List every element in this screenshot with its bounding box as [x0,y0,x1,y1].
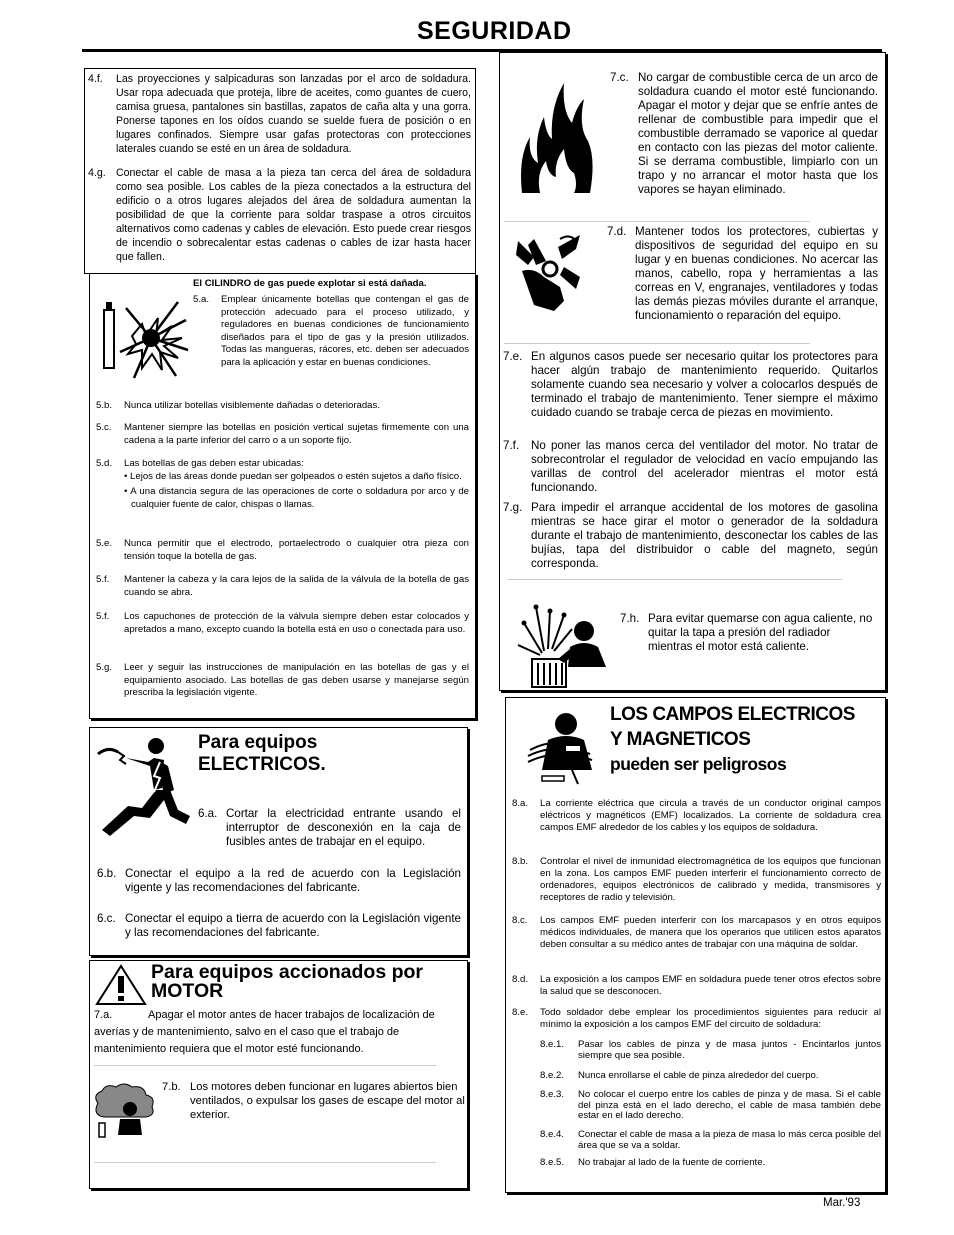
section-8-box [505,697,886,1193]
item-text: Los campos EMF pueden interferir con los marcapasos y en otros equipos médicos individuales, de manera que los operarios que utilicen estos aparatos deben consultar a su médico antes de trabajar con una máquina de soldar. [540,915,881,950]
item-text: Nunca permitir que el electrodo, portaelectrodo o cualquier otra pieza con tensión toque la botella de gas. [124,538,469,562]
item-8e5 [540,1158,881,1169]
item-number: 7.a. [94,1009,113,1021]
item-6b [97,867,461,895]
item-5b [96,400,469,413]
item-text: Conectar el equipo a la red de acuerdo con la Legislación vigente y las recomendaciones del fabricante. [125,867,461,894]
item-7e [503,350,878,420]
item-text: Los motores deben funcionar en lugares abiertos bien ventilados, o expulsar los gases de escape del motor al exterior. [190,1081,465,1121]
item-number: 8.a. [512,798,529,809]
section-5-heading: El CILINDRO de gas puede explotar si está dañada. [193,278,427,289]
item-text: En algunos casos puede ser necesario quitar los protectores para hacer algún trabajo de mantenimiento requerido. Quitarlos solamente cuando sea necesario y volver a colocarlos después de terminado el trabajo de mantenimiento. Tener siempre el máximo cuidado cuando se trabaje cerca de piezas en movimiento. [531,350,878,419]
item-number: 6.c. [97,912,116,925]
item-5a [193,294,469,369]
item-number: 5.f. [96,574,110,585]
bullet-item: • Lejos de las áreas donde puedan ser golpeados o estén sujetos a daño físico. [124,470,462,482]
item-7h [620,612,874,654]
item-text: Conectar el cable de masa a la pieza de masa lo más cerca posible del área que se va a soldar. [578,1129,881,1151]
item-7d [607,225,878,323]
item-8a [512,798,881,834]
heading-line: LOS CAMPOS ELECTRICOS [610,704,855,725]
item-number: 8.e.3. [540,1089,565,1100]
fire-icon [518,77,596,195]
item-text: Emplear únicamente botellas que contengan el gas de protección adecuado para el proceso utilizado, y reguladores en buenas condiciones de funcionamiento diseñados para el tipo de gas y la presión utilizados. Todas las mangueras, rácores, etc. deben ser adecuados para la aplicación y estar en buenas condiciones. [221,294,469,368]
item-5c [96,422,469,447]
item-8b [512,856,881,904]
warning-triangle-icon [95,964,147,1006]
item-text: Nunca utilizar botellas visiblemente dañadas o deterioradas. [124,400,380,411]
item-text: Conectar el equipo a tierra de acuerdo con la Legislación vigente y las recomendaciones del fabricante. [125,912,461,939]
heading-line: Para equipos [198,732,318,753]
section-5-box [89,273,476,719]
item-number: 7.c. [610,71,629,84]
item-text: Todo soldador debe emplear los procedimientos siguientes para reducir al mínimo la exposición a los campos EMF del circuito de soldadura: [540,1007,881,1030]
item-number: 7.d. [607,225,627,238]
item-number: 5.a. [193,294,210,305]
item-text: Para impedir el arranque accidental de los motores de gasolina mientras se hace girar el motor o generador de la soldadura durante el trabajo de mantenimiento, desconectar los cables de las bujías, tapa del distribuidor o cable del magneto, según corresponda. [531,501,878,570]
heading-line: Y MAGNETICOS [610,729,751,750]
item-5d [96,458,469,511]
item-7b [162,1080,468,1122]
item-7f [503,439,878,495]
item-number: 5.b. [96,400,113,411]
divider [94,1065,436,1066]
item-number: 5.e. [96,538,113,549]
electric-shock-icon [94,736,192,836]
item-number: 5.d. [96,458,113,469]
item-number: 8.c. [512,915,528,926]
item-text: Controlar el nivel de inmunidad electromagnética de los equipos que funcionan en la zona. Los campos EMF pueden interferir el funcionamiento correcto de ordenadores, equipos electrónicos de calibrado y medida, transmisores y receptores de radio y televisión. [540,856,881,903]
item-text: Mantener todos los protectores, cubiertas y dispositivos de seguridad del equipo en su lugar y en buenas condiciones. No acercar las manos, cabello, ropa y herramientas a las correas en V, engranajes, ventiladores y todas las demás piezas móviles durante el arranque, funcionamiento o reparación del equipo. [635,225,878,322]
hot-radiator-icon [514,601,610,689]
divider [504,343,810,344]
bullet-item: • A una distancia segura de las operaciones de corte o soldadura por arco y de cualquier fuente de calor, chispas o llamas. [124,486,469,510]
section-6-heading [198,732,326,776]
item-number: 5.c. [96,422,112,433]
item-text: Los capuchones de protección de la válvula siempre deben estar colocados y apretados a mano, excepto cuando la botella está en uso o conectada para uso. [124,611,469,635]
item-8d [512,974,881,998]
item-text: Cortar la electricidad entrante usando el interruptor de desconexión en la caja de fusibles antes de trabajar en el equipo. [226,807,461,848]
gas-cylinder-icon [96,288,192,384]
divider [508,579,842,580]
item-number: 7.f. [503,439,520,452]
item-number: 8.d. [512,974,529,985]
item-5e [96,538,469,563]
item-text: Pasar los cables de pinza y de masa juntos - Encintarlos juntos siempre que sea posible. [578,1039,881,1061]
item-8e3 [540,1090,881,1122]
moving-parts-icon [514,231,582,313]
item-8c [512,915,881,951]
item-5f [96,574,469,599]
item-6c [97,912,461,940]
item-number: 8.e. [512,1007,529,1018]
item-text: Apagar el motor antes de hacer trabajos de localización de averías y de mantenimiento, salvo en el caso que el trabajo de mantenimiento requiera que el motor esté funcionando. [94,1009,435,1055]
item-number: 8.e.2. [540,1070,565,1081]
item-7c [610,71,878,197]
item-text: Las botellas de gas deben estar ubicadas: [124,458,304,469]
item-number: 8.e.5. [540,1157,565,1168]
item-number: 6.b. [97,867,117,880]
item-text: La exposición a los campos EMF en soldadura puede tener otros efectos sobre la salud que se desconocen. [540,974,881,997]
item-number: 5.f. [96,611,110,622]
item-7g [503,501,878,571]
item-number: 4.g. [88,167,106,179]
divider [504,221,810,222]
item-text: No cargar de combustible cerca de un arco de soldadura cuando el motor esté funcionando. Apagar el motor y dejar que se enfríe antes de rellenar de combustible para impedir que el combustible derramado se vaporice al quedar en contacto con las piezas del motor caliente. Si se derrama combustible, limpiarlo con un trapo y no arrancar el motor hasta que los vapores se hayan eliminado. [638,71,878,196]
divider [94,1162,436,1163]
item-number: 8.e.4. [540,1129,565,1140]
emf-welder-icon [526,706,608,786]
item-text: Conectar el cable de masa a la pieza tan cerca del área de soldadura como sea posible. Los cables de la pieza conectados a la estructura del edificio o a otros lugares alejados del área de soldadura aumentan la posibilidad de que la corriente para soldar traspase a otros circuitos alternativos como cadenas y cables de elevación. Esto puede crear riesgos de incendio o sobrecalentar estas cadenas o cables de izar hasta hacer que fallen. [116,167,471,263]
page-title: SEGURIDAD [417,17,572,45]
item-text: Leer y seguir las instrucciones de manipulación en las botellas de gas y el equipamiento asociado. Las botellas de gas deben usarse y manejarse según prescriba la legislación vigente. [124,662,469,698]
heading-line: Para equipos accionados por [151,961,423,983]
item-5g [96,662,469,700]
section-7-heading [151,963,423,1001]
item-text: Mantener siempre las botellas en posición vertical sujetas firmemente con una cadena a la parte inferior del carro o a un soporte fijo. [124,422,469,446]
item-number: 8.b. [512,856,529,867]
heading-line: pueden ser peligrosos [610,754,787,774]
item-6a [198,807,461,849]
item-7a [94,1007,436,1058]
item-number: 5.g. [96,662,113,673]
item-text: No colocar el cuerpo entre los cables de pinza y de masa. Si el cable del pinza está en el lado derecho, el cable de masa también debe estar en el lado derecho. [578,1089,881,1121]
item-4g [88,166,471,264]
item-text: No poner las manos cerca del ventilador del motor. No tratar de sobrecontrolar el regulador de velocidad en vacío empujando las varillas de control del acelerador mientras el motor está funcionando. [531,439,878,494]
item-number: 7.h. [620,612,640,625]
footer-date: Mar.'93 [823,1197,861,1209]
item-text: La corriente eléctrica que circula a través de un conductor original campos eléctricos y magnéticos (EMF) localizados. La corriente de soldadura crea campos EMF alrededor de los cables y los equipos de soldadura. [540,798,881,833]
item-text: No trabajar al lado de la fuente de corriente. [578,1157,766,1168]
item-number: 7.g. [503,501,523,514]
item-number: 8.e.1. [540,1039,565,1050]
item-text: Para evitar quemarse con agua caliente, no quitar la tapa a presión del radiador mientras el motor está caliente. [648,612,873,653]
section-6-box [89,727,468,956]
item-4f [88,72,471,156]
heading-line: ELECTRICOS. [198,754,326,775]
item-number: 4.f. [88,73,103,85]
item-5f-2 [96,611,469,636]
heading-line: MOTOR [151,980,224,1002]
fumes-icon [90,1081,160,1143]
section-7-right-box [499,52,886,691]
item-number: 6.a. [198,807,218,820]
item-text: Mantener la cabeza y la cara lejos de la salida de la válvula de la botella de gas cuando se abra. [124,574,469,598]
item-8e2 [540,1071,881,1082]
section-4-box [84,68,476,274]
item-number: 7.b. [162,1081,181,1093]
item-8e [512,1007,881,1031]
item-text: Las proyecciones y salpicaduras son lanzadas por el arco de soldadura. Usar ropa adecuada que proteja, libre de aceites, como guantes de cuero, camisa gruesa, pantalones sin bastillas, zapatos de caña alta y una gorra. Ponerse tapones en los oídos cuando se suelde fuera de posición o en lugares confinados. Siempre usar gafas protectoras con protecciones laterales cuando se esté en un área de soldadura. [116,73,471,155]
item-8e4 [540,1130,881,1151]
item-8e1 [540,1040,881,1061]
item-text: Nunca enrollarse el cable de pinza alrededor del cuerpo. [578,1070,819,1081]
section-7-box [89,960,468,1189]
item-number: 7.e. [503,350,523,363]
section-8-heading [610,702,855,777]
